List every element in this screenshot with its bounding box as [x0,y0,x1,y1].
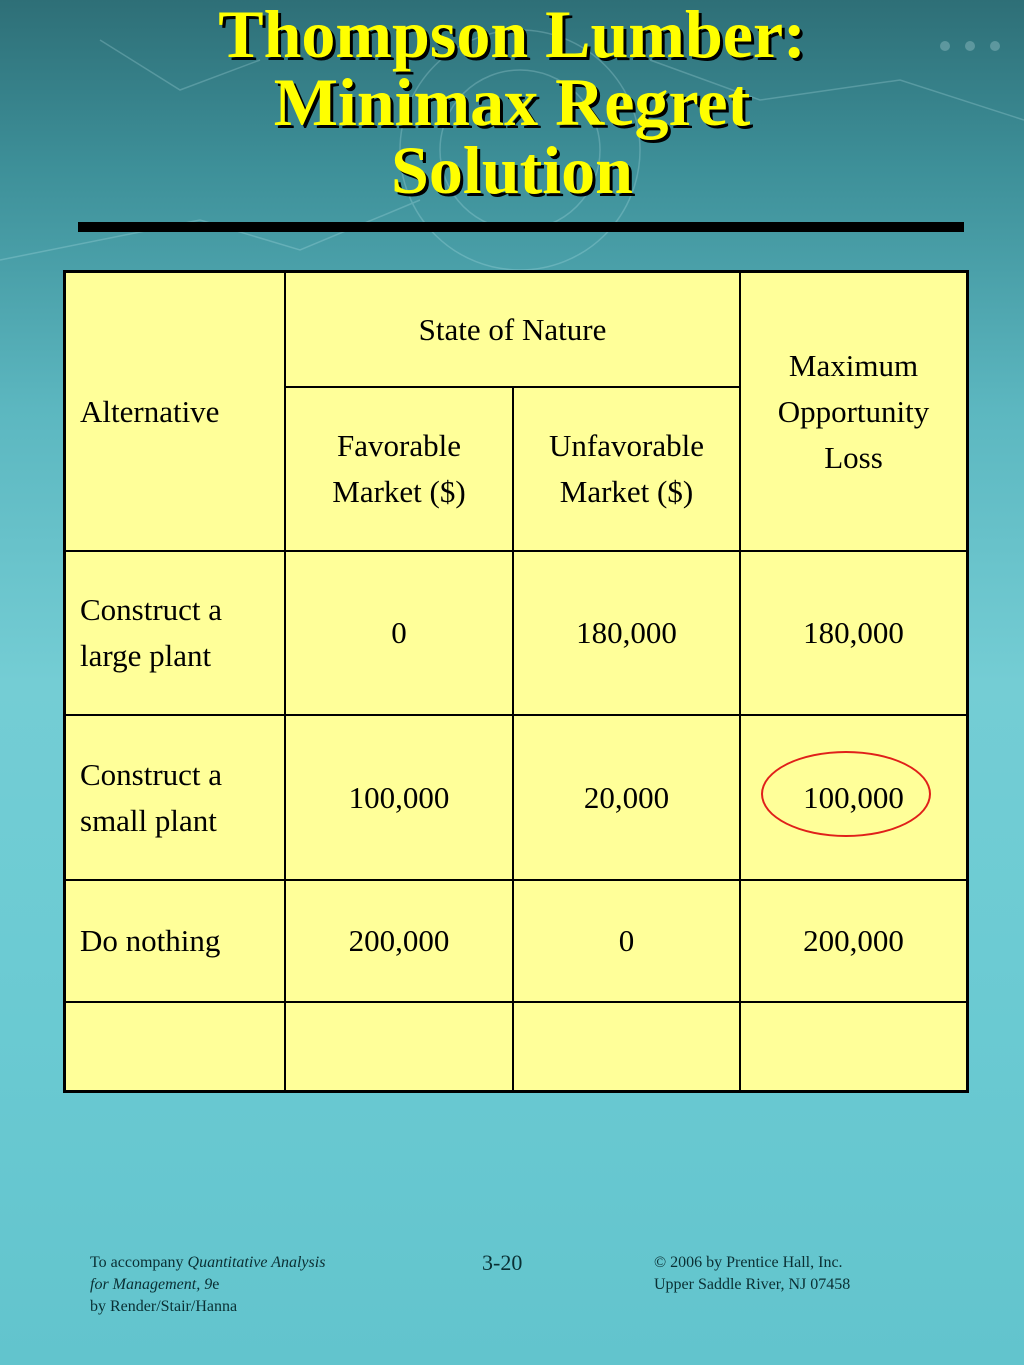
footer-address-line: Upper Saddle River, NJ 07458 [654,1276,851,1293]
header-state-of-nature [286,273,739,386]
header-favorable-line-2: Market ($) [332,474,466,509]
footer-authors: by Render/Stair/Hanna [90,1298,238,1315]
header-max-loss-line-1: Maximum [788,347,919,383]
table-row-1-max-loss: 180,000 [803,615,904,650]
table-row-2-favorable: 100,000 [348,779,450,815]
header-alternative-label: Alternative [80,393,220,429]
footer-copyright-line: © 2006 by Prentice Hall, Inc. [654,1254,843,1271]
header-unfavorable-market [514,388,739,550]
table-row-2-max-loss: 100,000 [803,779,904,815]
header-unfavorable-line-2: Market ($) [559,474,694,509]
footer-copyright [654,1252,850,1296]
row-2-alternative-line-2: small plant [80,802,217,838]
minimax-highlight-circle [761,751,931,837]
table-row-3-alternative [66,881,284,1001]
page-number: 3-20 [482,1250,523,1275]
title-line-3: Solution [391,132,633,208]
table-row-1-alternative [66,552,284,714]
table-row-3-favorable: 200,000 [348,923,450,958]
header-alternative [66,273,284,550]
slide-title [0,0,1024,208]
header-unfavorable-line-1: Unfavorable [549,428,704,463]
row-1-alternative-line-1: Construct a [80,592,223,627]
table-row-2-alternative [66,716,284,879]
row-3-alternative-line-1: Do nothing [80,923,221,958]
row-1-alternative-line-2: large plant [80,638,212,673]
footer-prefix: To accompany [90,1254,188,1271]
row-2-alternative-line-1: Construct a [80,756,223,792]
table-row-1-unfavorable: 180,000 [576,615,677,650]
header-max-opportunity-loss [741,273,966,550]
footer-edition-suffix: e [212,1276,220,1293]
minimax-regret-table [63,270,969,1093]
footer-edition-number: 9 [200,1276,213,1293]
table-row-3-max-loss: 200,000 [803,923,904,958]
header-favorable-market [286,388,512,550]
title-underline-rule [78,222,964,232]
table-row-2-unfavorable: 20,000 [583,779,670,815]
header-max-loss-line-3: Loss [824,439,883,475]
header-favorable-line-1: Favorable [337,428,461,463]
table-row-1-favorable: 0 [391,615,407,650]
table-row-3-unfavorable: 0 [618,923,635,958]
footer-book-title-2: for Management, [90,1276,201,1293]
table-row-empty [66,1003,966,1090]
title-line-2: Minimax Regret [273,64,751,140]
title-line-1: Thompson Lumber: [218,0,806,72]
footer-book-title-1: Quantitative Analysis [187,1254,326,1271]
header-max-loss-line-2: Opportunity [777,393,930,429]
header-state-of-nature-label: State of Nature [418,311,607,347]
footer-book-credit [90,1252,325,1318]
